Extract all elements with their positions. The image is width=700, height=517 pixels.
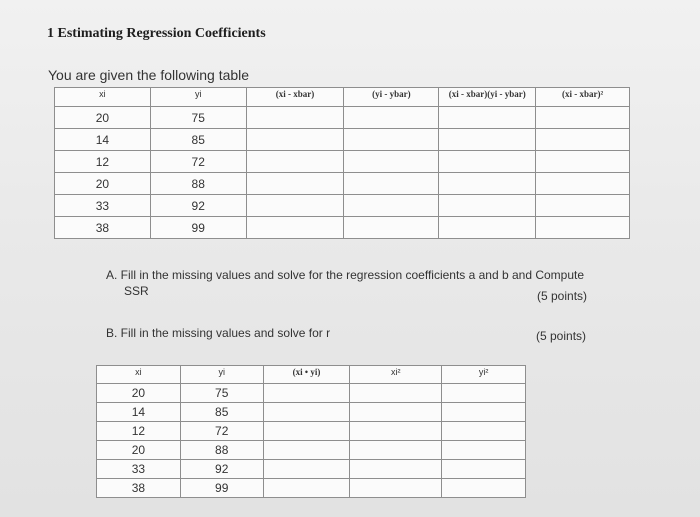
cell-y: 72	[180, 422, 263, 441]
empty-cell	[344, 151, 439, 173]
empty-cell	[263, 384, 350, 403]
empty-cell	[263, 422, 350, 441]
header-x-squared: xi²	[350, 366, 442, 384]
cell-x: 33	[97, 460, 181, 479]
table-row	[97, 479, 526, 498]
empty-cell	[350, 422, 442, 441]
table-row	[55, 107, 630, 129]
cell-x: 14	[97, 403, 181, 422]
empty-cell	[442, 460, 526, 479]
question-a-continued: SSR	[124, 284, 149, 298]
cell-x: 20	[97, 384, 181, 403]
table-header-row	[55, 88, 630, 107]
empty-cell	[350, 441, 442, 460]
empty-cell	[246, 151, 344, 173]
empty-cell	[263, 441, 350, 460]
table-row	[55, 151, 630, 173]
regression-table	[54, 87, 630, 239]
empty-cell	[536, 129, 630, 151]
header-x-deviation-squared: (xi - xbar)²	[536, 88, 630, 107]
header-xi: xi	[97, 366, 181, 384]
empty-cell	[246, 173, 344, 195]
cell-x: 12	[55, 151, 151, 173]
table-row	[97, 403, 526, 422]
table-row	[55, 173, 630, 195]
table-row	[97, 422, 526, 441]
empty-cell	[536, 217, 630, 239]
empty-cell	[350, 403, 442, 422]
cell-x: 20	[55, 107, 151, 129]
cell-x: 12	[97, 422, 181, 441]
empty-cell	[439, 129, 536, 151]
table-header-row	[97, 366, 526, 384]
empty-cell	[350, 460, 442, 479]
empty-cell	[536, 107, 630, 129]
table-row	[55, 129, 630, 151]
cell-y: 88	[180, 441, 263, 460]
cell-y: 99	[180, 479, 263, 498]
cell-x: 14	[55, 129, 151, 151]
cell-y: 85	[180, 403, 263, 422]
header-xy-product: (xi • yi)	[263, 366, 350, 384]
cell-x: 38	[97, 479, 181, 498]
empty-cell	[439, 217, 536, 239]
header-y-squared: yi²	[442, 366, 526, 384]
empty-cell	[344, 173, 439, 195]
header-yi: yi	[150, 88, 246, 107]
question-b-points: (5 points)	[536, 329, 587, 343]
cell-x: 20	[55, 173, 151, 195]
empty-cell	[263, 403, 350, 422]
empty-cell	[536, 195, 630, 217]
intro-text: You are given the following table	[48, 67, 250, 83]
empty-cell	[246, 107, 344, 129]
cell-y: 99	[150, 217, 246, 239]
empty-cell	[439, 107, 536, 129]
cell-y: 75	[150, 107, 246, 129]
header-xi: xi	[55, 88, 151, 107]
empty-cell	[246, 129, 344, 151]
empty-cell	[439, 151, 536, 173]
table-row	[97, 460, 526, 479]
empty-cell	[442, 384, 526, 403]
table-row	[55, 217, 630, 239]
empty-cell	[439, 195, 536, 217]
cell-y: 92	[180, 460, 263, 479]
cell-y: 75	[180, 384, 263, 403]
question-a: A. Fill in the missing values and solve for the regression coefficients a and b and Compute	[106, 268, 585, 282]
empty-cell	[350, 384, 442, 403]
table-row	[55, 195, 630, 217]
empty-cell	[439, 173, 536, 195]
empty-cell	[344, 107, 439, 129]
empty-cell	[263, 460, 350, 479]
question-a-points: (5 points)	[537, 289, 588, 303]
header-x-deviation: (xi - xbar)	[246, 88, 344, 107]
empty-cell	[442, 441, 526, 460]
section-heading: 1 Estimating Regression Coefficients	[47, 26, 266, 41]
question-b: B. Fill in the missing values and solve for r	[106, 326, 331, 340]
cell-x: 33	[55, 195, 151, 217]
correlation-table	[96, 365, 526, 498]
header-yi: yi	[180, 366, 263, 384]
empty-cell	[442, 422, 526, 441]
table-row	[97, 441, 526, 460]
empty-cell	[246, 195, 344, 217]
empty-cell	[344, 217, 439, 239]
empty-cell	[536, 173, 630, 195]
empty-cell	[246, 217, 344, 239]
empty-cell	[344, 129, 439, 151]
cell-x: 38	[55, 217, 151, 239]
empty-cell	[536, 151, 630, 173]
cell-y: 72	[150, 151, 246, 173]
cell-y: 85	[150, 129, 246, 151]
cell-y: 92	[150, 195, 246, 217]
empty-cell	[263, 479, 350, 498]
cell-y: 88	[150, 173, 246, 195]
cell-x: 20	[97, 441, 181, 460]
empty-cell	[350, 479, 442, 498]
header-deviation-product: (xi - xbar)(yi - ybar)	[439, 88, 536, 107]
empty-cell	[344, 195, 439, 217]
empty-cell	[442, 479, 526, 498]
empty-cell	[442, 403, 526, 422]
table-row	[97, 384, 526, 403]
header-y-deviation: (yi - ybar)	[344, 88, 439, 107]
